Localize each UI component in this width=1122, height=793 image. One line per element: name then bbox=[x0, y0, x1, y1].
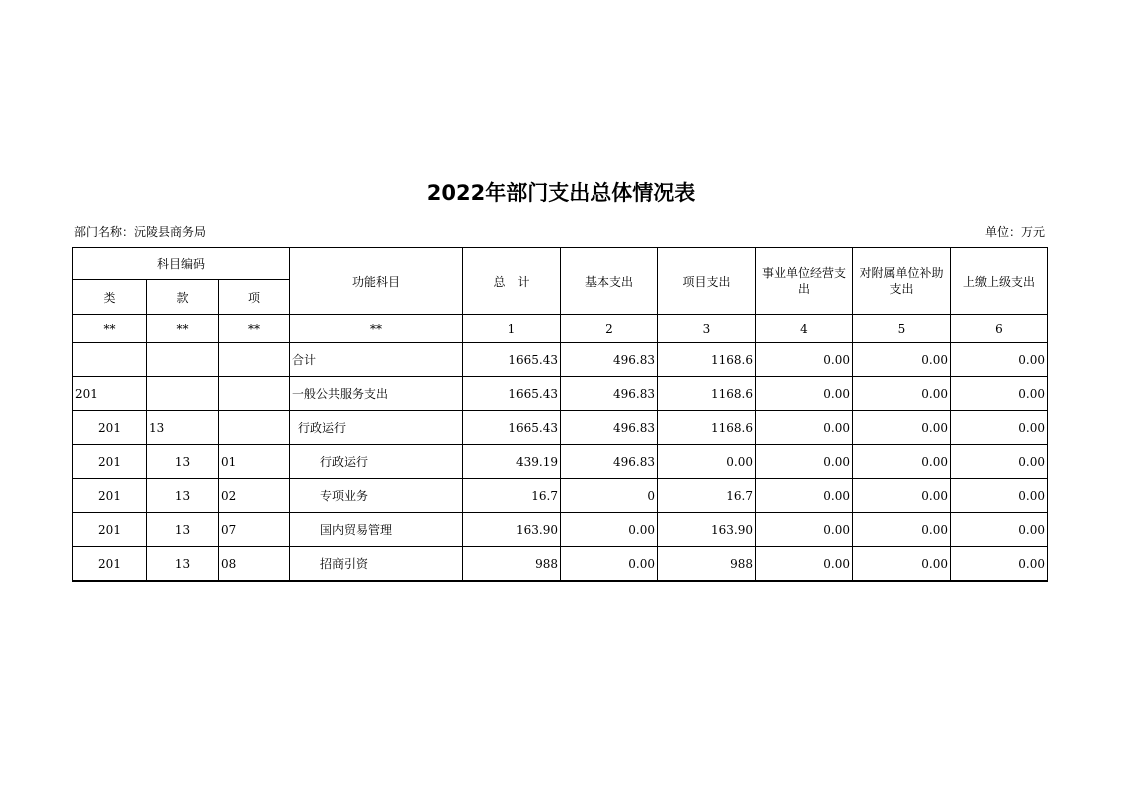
cell-basic: 496.83 bbox=[561, 343, 658, 377]
cell-total: 1665.43 bbox=[463, 343, 561, 377]
department-label: 部门名称：沅陵县商务局 bbox=[74, 225, 207, 239]
cell-function-subject: 专项业务 bbox=[290, 479, 463, 513]
cell-lei: 201 bbox=[73, 377, 147, 411]
cell-basic: 0.00 bbox=[561, 513, 658, 547]
index-cell: ** bbox=[290, 315, 463, 343]
cell-subsidy: 0.00 bbox=[853, 377, 951, 411]
table-row bbox=[73, 411, 1048, 445]
cell-kuan: 13 bbox=[147, 411, 219, 445]
cell-kuan: 13 bbox=[147, 547, 219, 582]
cell-lei: 201 bbox=[73, 445, 147, 479]
cell-total: 1665.43 bbox=[463, 411, 561, 445]
cell-superior: 0.00 bbox=[951, 445, 1048, 479]
cell-xiang bbox=[219, 343, 290, 377]
cell-total: 1665.43 bbox=[463, 377, 561, 411]
cell-xiang: 08 bbox=[219, 547, 290, 582]
index-cell: ** bbox=[73, 315, 147, 343]
table-row bbox=[73, 445, 1048, 479]
index-row bbox=[73, 315, 1048, 343]
cell-function-subject: 国内贸易管理 bbox=[290, 513, 463, 547]
cell-function-subject: 一般公共服务支出 bbox=[290, 377, 463, 411]
cell-kuan: 13 bbox=[147, 445, 219, 479]
cell-kuan: 13 bbox=[147, 513, 219, 547]
cell-kuan bbox=[147, 377, 219, 411]
cell-subsidy: 0.00 bbox=[853, 411, 951, 445]
header-project: 项目支出 bbox=[658, 248, 756, 315]
cell-business: 0.00 bbox=[756, 547, 853, 582]
index-cell: 1 bbox=[463, 315, 561, 343]
cell-lei: 201 bbox=[73, 411, 147, 445]
header-total: 总 计 bbox=[463, 248, 561, 315]
cell-total: 163.90 bbox=[463, 513, 561, 547]
expenditure-table bbox=[72, 247, 1048, 582]
cell-subsidy: 0.00 bbox=[853, 343, 951, 377]
index-cell: 2 bbox=[561, 315, 658, 343]
page-title: 2022年部门支出总体情况表 bbox=[426, 181, 696, 205]
cell-function-subject: 合计 bbox=[290, 343, 463, 377]
cell-project: 16.7 bbox=[658, 479, 756, 513]
header-function-subject: 功能科目 bbox=[290, 248, 463, 315]
cell-project: 1168.6 bbox=[658, 343, 756, 377]
cell-business: 0.00 bbox=[756, 343, 853, 377]
header-lei: 类 bbox=[73, 280, 147, 315]
cell-superior: 0.00 bbox=[951, 479, 1048, 513]
header-subsidy: 对附属单位补助支出 bbox=[853, 248, 951, 315]
cell-project: 0.00 bbox=[658, 445, 756, 479]
table-row bbox=[73, 547, 1048, 582]
cell-kuan: 13 bbox=[147, 479, 219, 513]
cell-lei bbox=[73, 343, 147, 377]
index-cell: 5 bbox=[853, 315, 951, 343]
cell-business: 0.00 bbox=[756, 513, 853, 547]
index-cell: 6 bbox=[951, 315, 1048, 343]
cell-project: 988 bbox=[658, 547, 756, 582]
index-cell: ** bbox=[219, 315, 290, 343]
cell-superior: 0.00 bbox=[951, 513, 1048, 547]
cell-superior: 0.00 bbox=[951, 411, 1048, 445]
cell-subsidy: 0.00 bbox=[853, 445, 951, 479]
header-basic: 基本支出 bbox=[561, 248, 658, 315]
cell-function-subject: 行政运行 bbox=[290, 411, 463, 445]
cell-xiang: 01 bbox=[219, 445, 290, 479]
cell-total: 988 bbox=[463, 547, 561, 582]
cell-subsidy: 0.00 bbox=[853, 547, 951, 582]
table-header bbox=[73, 248, 1048, 343]
cell-basic: 496.83 bbox=[561, 445, 658, 479]
header-business: 事业单位经营支出 bbox=[756, 248, 853, 315]
cell-total: 439.19 bbox=[463, 445, 561, 479]
cell-business: 0.00 bbox=[756, 479, 853, 513]
cell-superior: 0.00 bbox=[951, 547, 1048, 582]
table-row bbox=[73, 343, 1048, 377]
index-cell: 3 bbox=[658, 315, 756, 343]
cell-business: 0.00 bbox=[756, 377, 853, 411]
header-kuan: 款 bbox=[147, 280, 219, 315]
cell-total: 16.7 bbox=[463, 479, 561, 513]
cell-basic: 496.83 bbox=[561, 411, 658, 445]
cell-xiang bbox=[219, 411, 290, 445]
cell-lei: 201 bbox=[73, 479, 147, 513]
header-superior: 上缴上级支出 bbox=[951, 248, 1048, 315]
cell-function-subject: 行政运行 bbox=[290, 445, 463, 479]
cell-project: 1168.6 bbox=[658, 411, 756, 445]
header-subject-code: 科目编码 bbox=[73, 248, 290, 280]
cell-project: 163.90 bbox=[658, 513, 756, 547]
cell-basic: 0.00 bbox=[561, 547, 658, 582]
cell-xiang: 02 bbox=[219, 479, 290, 513]
cell-subsidy: 0.00 bbox=[853, 479, 951, 513]
cell-business: 0.00 bbox=[756, 445, 853, 479]
cell-project: 1168.6 bbox=[658, 377, 756, 411]
cell-lei: 201 bbox=[73, 513, 147, 547]
table-body bbox=[73, 343, 1048, 582]
table-row bbox=[73, 513, 1048, 547]
cell-superior: 0.00 bbox=[951, 343, 1048, 377]
cell-superior: 0.00 bbox=[951, 377, 1048, 411]
cell-function-subject: 招商引资 bbox=[290, 547, 463, 582]
table-row bbox=[73, 479, 1048, 513]
cell-subsidy: 0.00 bbox=[853, 513, 951, 547]
index-cell: ** bbox=[147, 315, 219, 343]
cell-xiang: 07 bbox=[219, 513, 290, 547]
cell-xiang bbox=[219, 377, 290, 411]
cell-basic: 496.83 bbox=[561, 377, 658, 411]
cell-basic: 0 bbox=[561, 479, 658, 513]
index-cell: 4 bbox=[756, 315, 853, 343]
cell-kuan bbox=[147, 343, 219, 377]
header-xiang: 项 bbox=[219, 280, 290, 315]
unit-label: 单位：万元 bbox=[984, 225, 1045, 239]
cell-business: 0.00 bbox=[756, 411, 853, 445]
table-row bbox=[73, 377, 1048, 411]
cell-lei: 201 bbox=[73, 547, 147, 582]
